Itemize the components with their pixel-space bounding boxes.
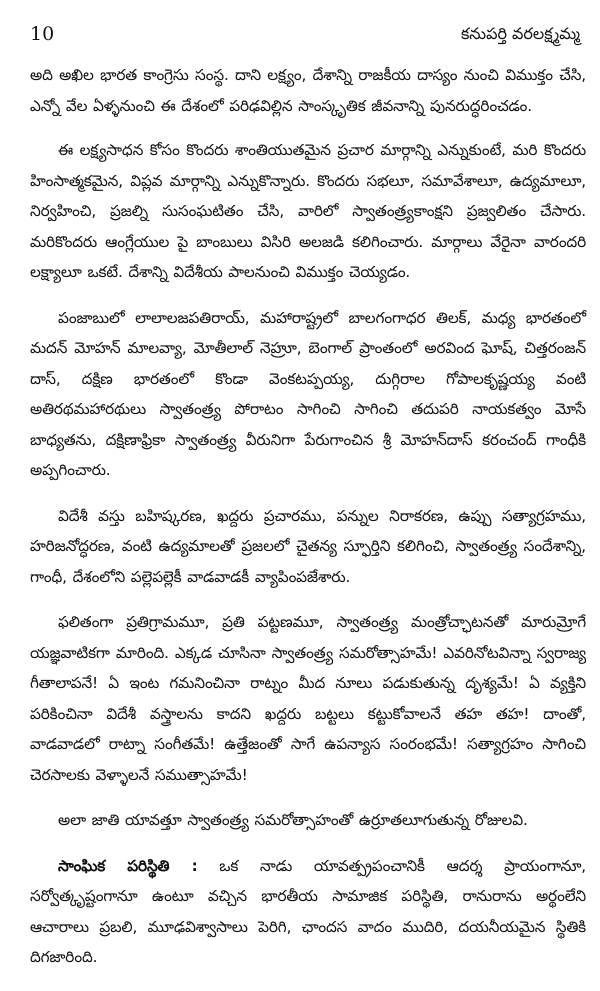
page-header	[30, 22, 586, 60]
page-number: 10	[30, 23, 55, 45]
paragraph-2: ఈ లక్ష్యసాధన కోసం కొందరు శాంతియుతమైన ప్రచార మార్గాన్ని ఎన్నుకుంటే, మరి కొందరు హింసాత్మకమైన, విప్లవ మార్గాన్ని ఎన్నుకొన్నారు. కొందరు సభలూ, సమావేశాలూ, ఉద్యమాలూ, నిర్వహించి, ప్రజల్ని సుసంఘటితం చేసి, వారిలో స్వాతంత్ర్యకాంక్షని ప్రజ్వలితం చేసారు. మరికొందరు ఆంగ్లేయుల పై బాంబులు విసిరి అలజడి కలిగించారు. మార్గాలు వేరైనా వారందరి లక్ష్యాలూ ఒకటే. దేశాన్ని విదేశీయ పాలనుంచి విముక్తం చెయ్యడం.	[30, 141, 586, 281]
paragraph-1: అది అఖిల భారత కాంగ్రెసు సంస్థ. దాని లక్ష్యం, దేశాన్ని రాజకీయ దాస్యం నుంచి విముక్తం చేసి, ఎన్నో వేల ఏళ్ళనుంచి ఈ దేశంలో పరిఢవిల్లిన సాంస్కృతిక జీవనాన్ని పునరుద్ధరించడం.	[30, 66, 586, 115]
running-title: కనుపర్తి వరలక్ష్మమ్మ	[460, 24, 580, 43]
section-paragraph	[30, 851, 586, 973]
paragraph-3: పంజాబులో లాలాలజపతిరాయ్, మహారాష్ట్రలో బాలగంగాధర తిలక్, మధ్య భారతంలో మదన్ మోహన్ మాలవ్యా, మోతీలాల్ నెహ్రూ, బెంగాల్ ప్రాంతంలో అరవింద ఘోష్, చిత్తరంజన్ దాస్, దక్షిణ భారతంలో కొండా వెంకటప్పయ్య, దుగ్గిరాల గోపాలకృష్ణయ్య వంటి అతిరథమహారథులు స్వాతంత్ర్య పోరాటం సాగించి సాగించి తదుపరి నాయకత్వం మోసే బాధ్యతను, దక్షిణాఫ్రికా స్వాతంత్ర్య వీరునిగా పేరుగాంచిన శ్రీ మోహన్‌దాస్ కరంచంద్ గాంధీకి అప్పగించారు.	[30, 308, 587, 479]
section-text: ఒక నాడు యావత్ప్రపంచానికీ ఆదర్శ ప్రాయంగానూ, సర్వోత్కృష్టంగానూ ఉంటూ వచ్చిన భారతీయ సామాజిక పరిస్థితి, రానురాను అర్థంలేని ఆచారాలు ప్రబలి, మూఢవిశ్వాసాలు పెరిగి, ఛాందస వాదం ముదిరి, దయనీయమైన స్థితికి దిగజారింది.	[30, 856, 586, 966]
paragraph-6: అలా జాతి యావత్తూ స్వాతంత్ర్య సమరోత్సాహంతో ఉర్రూతలూగుతున్న రోజులవి.	[58, 811, 528, 829]
page-body	[30, 60, 586, 973]
paragraph-4: విదేశీ వస్తు బహిష్కరణ, ఖద్దరు ప్రచారము, పన్నుల నిరాకరణ, ఉప్పు సత్యాగ్రహము, హరిజనోద్ధరణ, వంటి ఉద్యమాలతో ప్రజలలో చైతన్య స్ఫూర్తిని కలిగించి, స్వాతంత్ర్య సందేశాన్ని, గాంధీ, దేశంలోని పల్లెపల్లెకీ వాడవాడకీ వ్యాపింపజేశారు.	[30, 506, 586, 586]
section-heading: సాంఘిక పరిస్థితి :	[58, 856, 198, 875]
paragraph-5: ఫలితంగా ప్రతిగ్రామమూ, ప్రతి పట్టణమూ, స్వాతంత్ర్య మంత్రోచ్ఛాటనతో మారుమ్రోగే యజ్ఞవాటికగా మారింది. ఎక్కడ చూసినా స్వాతంత్ర్య సమరోత్సాహమే! ఎవరినోటవిన్నా స్వరాజ్య గీతాలాపనే! ఏ ఇంట గమనించినా రాట్నం మీద నూలు పడుకుతున్న దృశ్యమే! ఏ వ్యక్తిని పరికించినా విదేశీ వస్త్రాలను కాదని ఖద్దరు బట్టలు కట్టుకోవాలనే తహ తహ! దాంతో, వాడవాడలో రాట్నా సంగీతమే! ఉత్తేజంతో సాగే ఉపన్యాస సంరంభమే! సత్యాగ్రహం సాగించి చెరసాలకు వెళ్ళాలనే సముత్సాహమే!	[30, 613, 586, 784]
